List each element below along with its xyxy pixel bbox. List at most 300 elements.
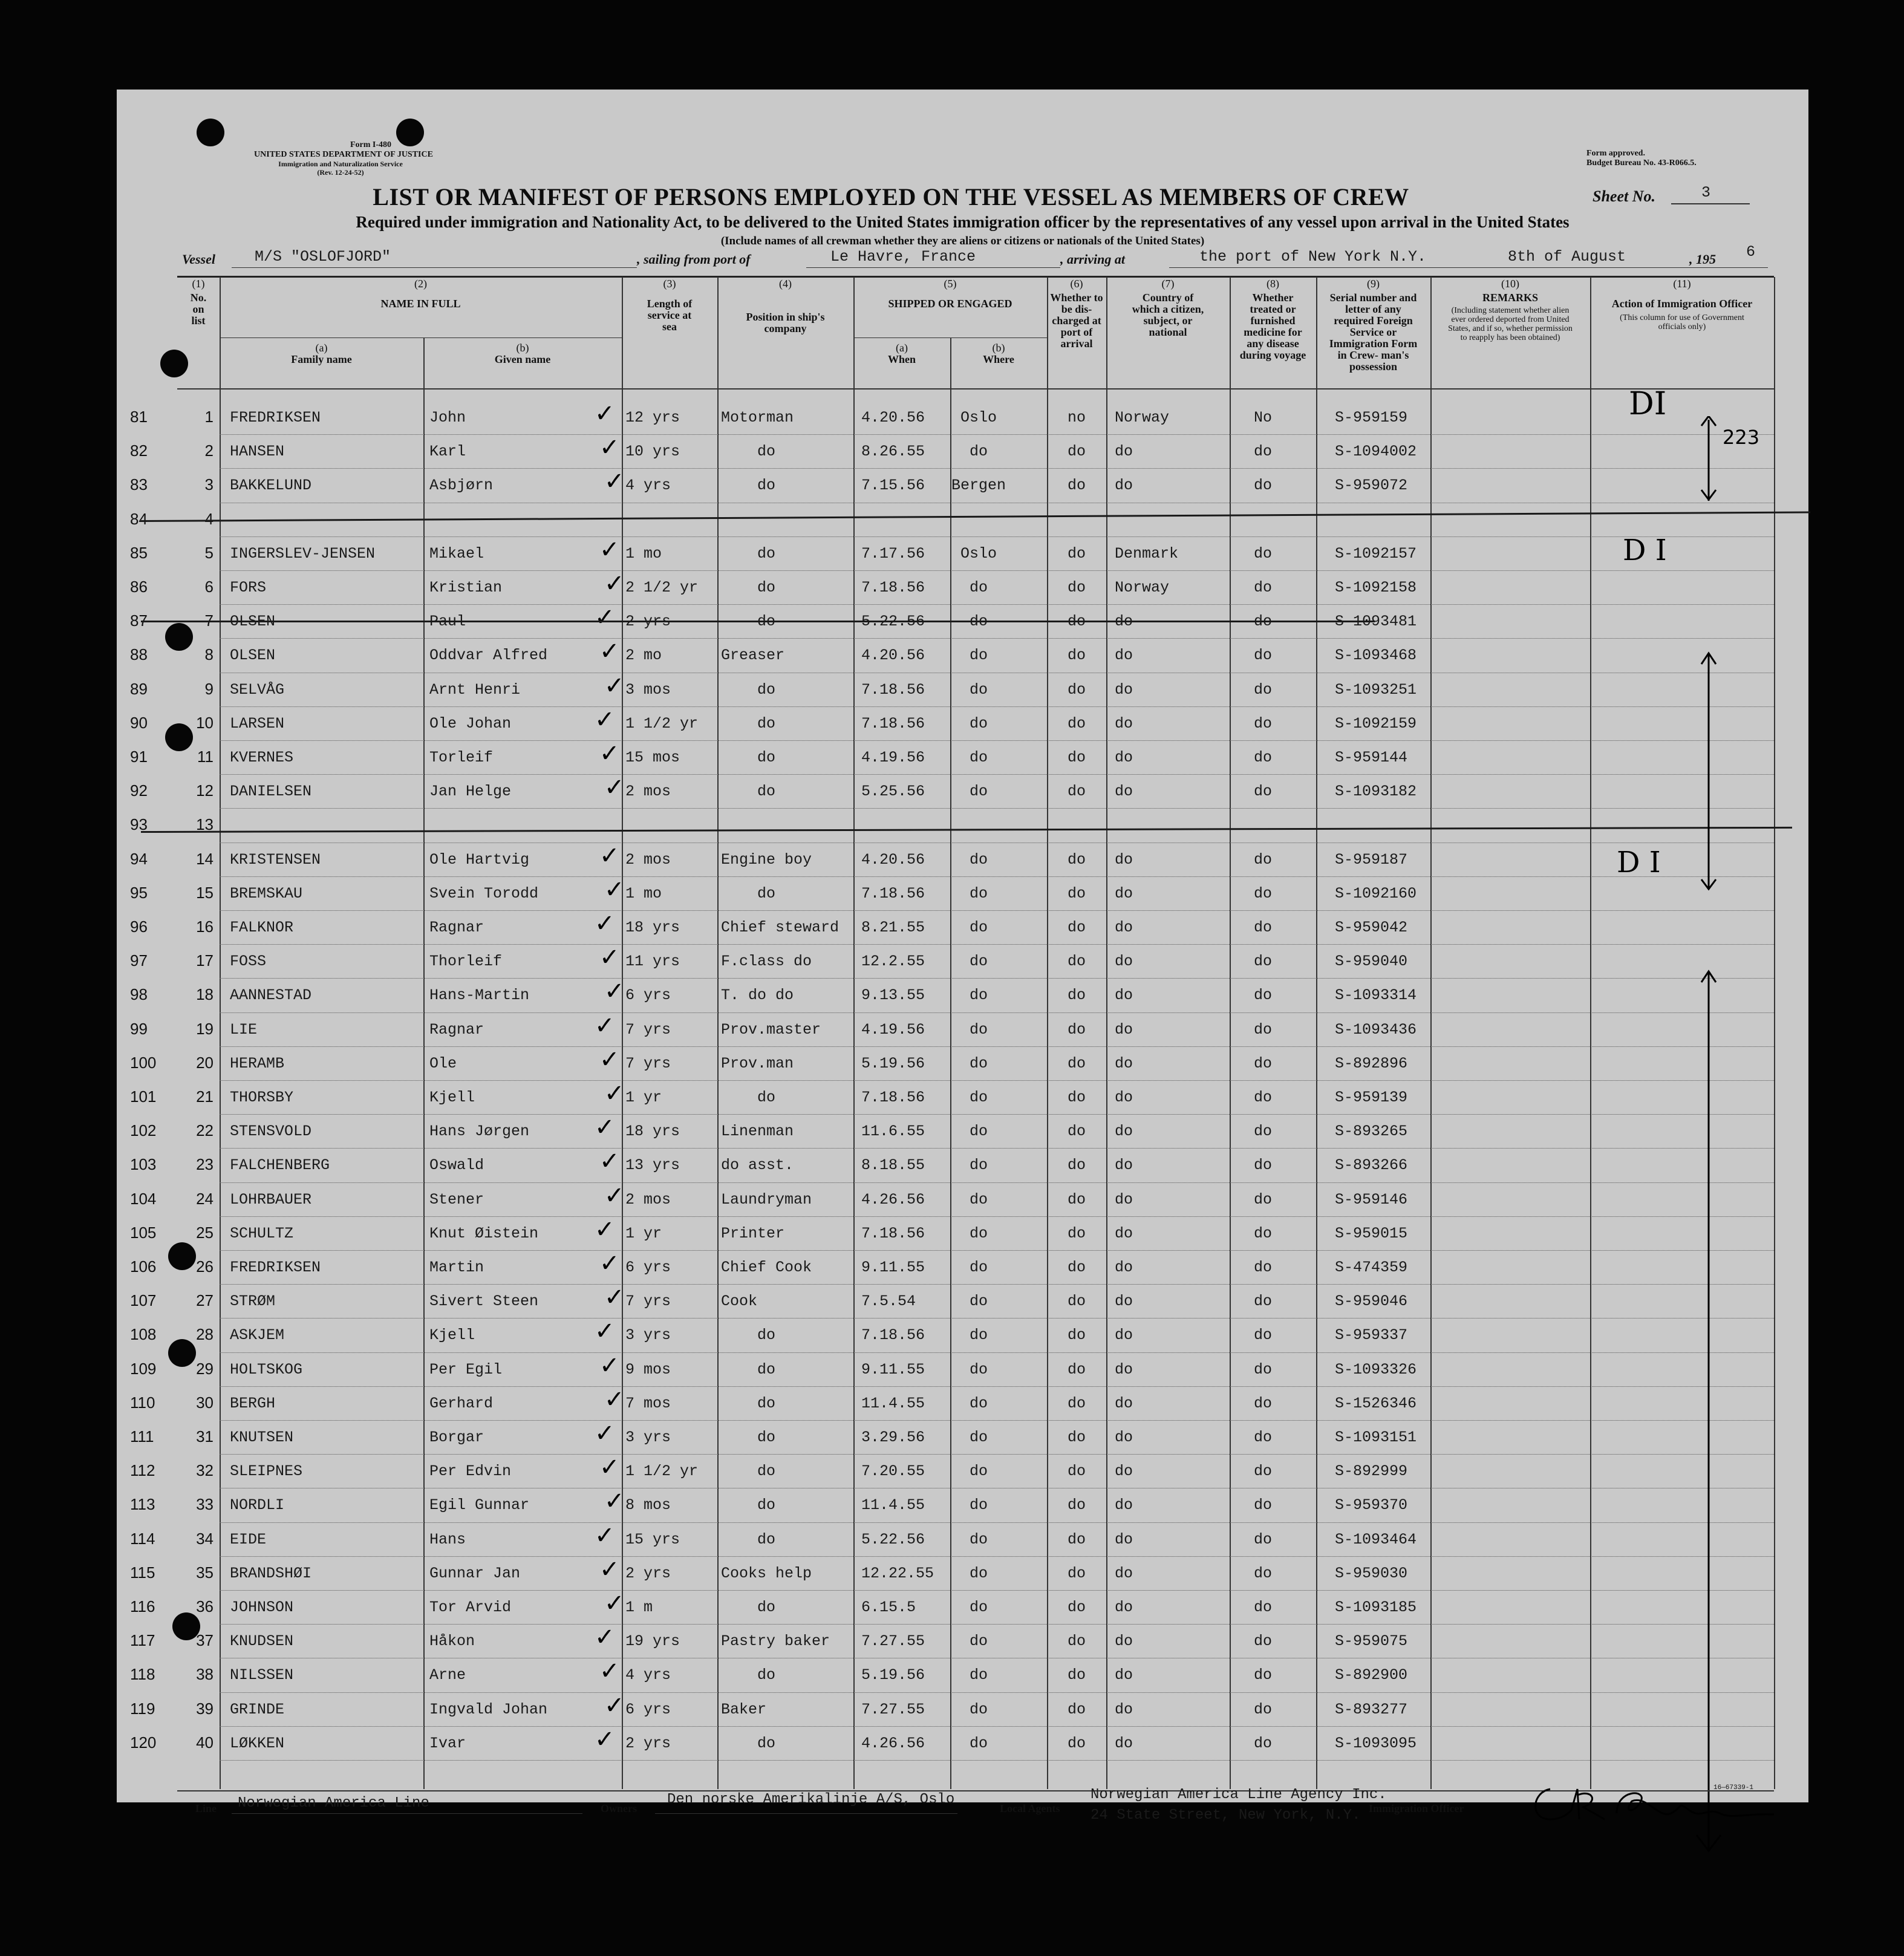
discharged: do [1067,1462,1086,1481]
table-row [117,1181,1808,1218]
discharged: do [1067,1429,1086,1446]
line-number: 92 [130,781,148,800]
line-number: 101 [130,1087,157,1106]
check-mark-icon: ✓ [604,1589,625,1617]
table-row [117,1215,1808,1251]
service-length: 10 yrs [625,443,680,461]
serial-number: S-1093151 [1335,1429,1417,1446]
medicine: do [1253,443,1272,461]
shipped-where: do [969,714,988,732]
position: T. do do [721,986,794,1005]
serial-number: S-1092159 [1335,714,1417,732]
table-row [117,841,1808,878]
serial-number: S-959042 [1335,919,1408,936]
table-row [117,979,1808,1013]
list-number: 20 [196,1053,214,1072]
line-number: 103 [130,1155,157,1174]
col5-header: (5) SHIPPED OR ENGAGED [888,278,1012,310]
line-number: 89 [130,679,148,698]
shipped-when: 4.20.56 [861,647,925,665]
country: do [1115,714,1133,732]
punch-hole [197,119,224,146]
list-number: 26 [196,1257,214,1276]
check-mark-icon: ✓ [595,910,615,937]
medicine: do [1253,1734,1272,1752]
table-row [117,1455,1808,1489]
given-name: Hans [429,1530,466,1548]
country: Norway [1115,579,1170,596]
list-number: 2 [204,442,214,460]
discharged: do [1067,1156,1086,1175]
country: do [1115,850,1133,869]
shipped-subheader-rule [853,337,1047,338]
year-digit: 6 [1746,243,1756,261]
serial-number: S-474359 [1335,1259,1408,1276]
medicine: do [1253,1259,1272,1276]
line-number: 98 [130,985,148,1004]
position: do [757,749,776,766]
service-name: Immigration and Naturalization Service [278,160,403,168]
shipped-where: do [969,1054,988,1072]
discharged: do [1067,953,1086,971]
discharged: do [1067,443,1086,461]
discharged: do [1067,850,1086,869]
family-name: SELVÅG [230,680,285,699]
medicine: do [1253,986,1272,1005]
family-name: SCHULTZ [230,1224,294,1242]
table-row [117,469,1808,503]
table-row [117,1251,1808,1285]
check-mark-icon: ✓ [604,977,625,1006]
col9-header: (9) Serial number and letter of any required Foreign Service or Immigration Form in Crew- man's possession [1329,278,1418,373]
col8-header: (8) Whether treated or furnished medicine for any disease during voyage [1239,278,1306,361]
given-name: Sivert Steen [429,1293,539,1311]
check-mark-icon: ✓ [595,1113,615,1142]
shipped-when: 7.18.56 [861,1224,925,1242]
line-number: 99 [130,1019,148,1038]
serial-number: S-959040 [1335,953,1408,971]
given-name: Tor Arvid [429,1599,512,1616]
line-number: 114 [130,1529,155,1548]
position: Linenman [721,1123,794,1141]
line-number: 116 [130,1597,155,1615]
service-length: 7 yrs [625,1293,671,1311]
table-row [117,1591,1808,1625]
col5b-header: (b) Where [983,342,1014,365]
given-name: Kjell [429,1326,475,1345]
serial-number: S-959159 [1335,409,1408,426]
discharged: do [1067,884,1086,902]
position: Cook [721,1293,758,1311]
include-note: (Include names of all crewman whether they are aliens or citizens or nationals of the United States) [720,235,1205,247]
serial-number: S-892999 [1335,1462,1408,1481]
table-row [117,435,1808,469]
shipped-where: do [969,1632,988,1651]
check-mark-icon: ✓ [604,671,625,700]
serial-number: S-1093185 [1335,1599,1417,1616]
table-row [117,1081,1808,1115]
shipped-when: 7.27.55 [861,1700,925,1718]
check-mark-icon: ✓ [604,1181,625,1210]
line-name: Norwegian America Line [238,1795,429,1811]
list-number: 27 [196,1291,214,1310]
shipped-when: 4.19.56 [861,1020,925,1038]
family-name: FREDRIKSEN [230,1259,321,1276]
shipped-when: 7.15.56 [861,477,925,495]
list-number: 32 [196,1461,214,1480]
service-length: 7 mos [625,1394,671,1412]
country: do [1115,1462,1133,1481]
list-number: 17 [196,951,214,970]
position: do [757,1326,776,1345]
table-row [117,1115,1808,1149]
check-mark-icon: ✓ [599,1453,620,1482]
list-number: 12 [196,781,214,800]
shipped-where: do [969,1599,988,1616]
shipped-where: do [969,1190,988,1208]
shipped-where: do [969,1530,988,1548]
service-length: 9 mos [625,1360,671,1378]
check-mark-icon: ✓ [599,1555,620,1583]
check-mark-icon: ✓ [604,1283,625,1312]
line-number: 106 [130,1257,157,1276]
discharged: do [1067,1734,1086,1752]
check-mark-icon: ✓ [604,774,625,802]
service-length: 1 yr [625,1089,662,1106]
family-name: NORDLI [230,1496,285,1514]
given-name: Ole [429,1054,457,1072]
table-row [117,1625,1808,1659]
table-row [117,639,1808,673]
position: Prov.man [721,1054,794,1072]
discharged: do [1067,1599,1086,1616]
check-mark-icon: ✓ [595,705,615,734]
position: do asst. [721,1156,794,1175]
discharged: do [1067,1530,1086,1548]
shipped-where: do [969,680,988,699]
serial-number: S-1093251 [1335,680,1417,699]
discharged: do [1067,579,1086,596]
header-bottom-rule [177,388,1774,390]
discharged: do [1067,1496,1086,1514]
shipped-when: 8.21.55 [861,919,925,936]
check-mark-icon: ✓ [595,1317,615,1346]
line-number: 119 [130,1699,155,1718]
line-label: Line [195,1802,217,1814]
discharged: do [1067,1326,1086,1345]
country: do [1115,919,1133,936]
service-length: 1 mo [625,884,662,902]
country: do [1115,1156,1133,1175]
country: do [1115,1666,1133,1684]
line-number: 85 [130,543,148,562]
discharged: do [1067,544,1086,562]
service-length: 8 mos [625,1496,671,1514]
line-number: 83 [130,475,148,494]
given-name: Ragnar [429,1020,484,1038]
action-mark-di-1: DI [1629,386,1667,422]
list-number: 6 [204,578,214,596]
check-mark-icon: ✓ [595,1215,615,1244]
position: Baker [721,1700,767,1718]
family-name: LARSEN [230,714,285,732]
country: do [1115,1224,1133,1242]
owners-name: Den norske Amerikalinje A/S, Oslo [667,1791,955,1808]
shipped-where: do [969,749,988,766]
country: do [1115,884,1133,902]
country: do [1115,680,1133,699]
shipped-when: 5.19.56 [861,1666,925,1684]
position: Greaser [721,647,785,665]
family-name: THORSBY [230,1089,294,1106]
serial-number: S-959015 [1335,1224,1408,1242]
line-number: 115 [130,1563,155,1582]
shipped-when: 11.6.55 [861,1123,925,1141]
position: do [757,443,776,461]
medicine: do [1253,884,1272,902]
shipped-where: Oslo [960,544,997,562]
action-mark-di-3: D I [1617,846,1661,879]
serial-number: S-1093314 [1335,986,1417,1005]
position: Laundryman [721,1190,812,1208]
service-length: 2 yrs [625,613,671,631]
family-name: FALKNOR [230,919,294,936]
shipped-where: do [969,1020,988,1038]
country: do [1115,1632,1133,1651]
line-number: 87 [130,611,148,630]
line-number: 110 [130,1393,155,1412]
check-mark-icon: ✓ [595,400,615,428]
shipped-when: 11.4.55 [861,1496,925,1514]
table-row [117,1421,1808,1455]
check-mark-icon: ✓ [595,604,615,632]
list-number: 22 [196,1121,214,1140]
position: do [757,1734,776,1752]
service-length: 6 yrs [625,1259,671,1276]
serial-number: S-1093436 [1335,1020,1417,1038]
list-number: 3 [204,475,214,494]
shipped-where: do [969,579,988,596]
shipped-when: 5.22.56 [861,613,925,631]
country: Norway [1115,409,1170,426]
shipped-where: do [969,647,988,665]
medicine: do [1253,1054,1272,1072]
medicine: do [1253,680,1272,699]
shipped-where: do [969,1496,988,1514]
given-name: Torleif [429,749,494,766]
line-number: 112 [130,1461,155,1480]
discharged: do [1067,1123,1086,1141]
family-name: AANNESTAD [230,986,312,1005]
serial-number: S-959144 [1335,749,1408,766]
given-name: Per Egil [429,1360,503,1378]
shipped-where: do [969,919,988,936]
list-number: 30 [196,1393,214,1412]
table-row [117,1319,1808,1353]
agents-name: Norwegian America Line Agency Inc. [1091,1787,1387,1803]
shipped-when: 5.22.56 [861,1530,925,1548]
position: do [757,544,776,562]
shipped-when: 12.2.55 [861,953,925,971]
given-name: Gerhard [429,1394,494,1412]
list-number: 34 [196,1529,214,1548]
check-mark-icon: ✓ [604,1691,625,1720]
family-name: LØKKEN [230,1734,285,1752]
country: do [1115,443,1133,461]
shipped-when: 4.20.56 [861,409,925,426]
position: do [757,1089,776,1106]
row-rule [220,1760,1774,1761]
line-number: 88 [130,645,148,664]
check-mark-icon: ✓ [599,1351,620,1380]
table-row [117,1489,1808,1523]
list-number: 7 [204,611,214,630]
line-number: 95 [130,883,148,902]
line-number: 81 [130,408,148,426]
serial-number: S-1093326 [1335,1360,1417,1378]
service-length: 18 yrs [625,1123,680,1141]
owners-underline [655,1813,957,1814]
medicine: do [1253,1123,1272,1141]
col2-header: (2) NAME IN FULL [380,278,461,310]
family-name: GRINDE [230,1700,285,1718]
country: do [1115,1259,1133,1276]
serial-number: S-959187 [1335,850,1408,869]
service-length: 1 1/2 yr [625,1462,699,1481]
family-name: LOHRBAUER [230,1190,312,1208]
table-row [117,1659,1808,1693]
family-name: INGERSLEV-JENSEN [230,544,376,562]
position: Pastry baker [721,1632,830,1651]
name-subheader-rule [220,337,622,338]
line-number: 90 [130,713,148,732]
shipped-where: do [969,1462,988,1481]
shipped-where: do [969,443,988,461]
discharged: do [1067,1054,1086,1072]
family-name: FREDRIKSEN [230,409,321,426]
shipped-where: Bergen [951,477,1006,495]
service-length: 2 mos [625,1190,671,1208]
position: do [757,1666,776,1684]
serial-number: S-959370 [1335,1496,1408,1514]
serial-number: S-959046 [1335,1293,1408,1311]
shipped-when: 3.29.56 [861,1429,925,1446]
serial-number: S-893265 [1335,1123,1408,1141]
table-row [117,875,1808,911]
service-length: 2 1/2 yr [625,579,699,596]
discharged: do [1067,986,1086,1005]
family-name: OLSEN [230,613,276,631]
serial-number: S-1093182 [1335,783,1417,801]
shipped-where: do [969,986,988,1005]
line-number: 93 [130,815,148,834]
shipped-when: 11.4.55 [861,1394,925,1412]
table-row [117,1557,1808,1591]
check-mark-icon: ✓ [595,1011,615,1040]
serial-number: S-959139 [1335,1089,1408,1106]
check-mark-icon: ✓ [604,875,625,904]
arrival-date: 8th of August [1508,248,1626,266]
medicine: do [1253,919,1272,936]
table-row [117,535,1808,572]
serial-number: S-893277 [1335,1700,1408,1718]
medicine: do [1253,1326,1272,1345]
family-name: ASKJEM [230,1326,285,1345]
family-name: HOLTSKOG [230,1360,303,1378]
family-name: KNUTSEN [230,1429,294,1446]
shipped-where: do [969,1700,988,1718]
serial-number: S-1094002 [1335,443,1417,461]
medicine: do [1253,953,1272,971]
line-number: 96 [130,918,148,936]
country: do [1115,1020,1133,1038]
line-underline [232,1813,582,1814]
shipped-when: 4.26.56 [861,1734,925,1752]
table-row [117,1521,1808,1557]
position: Chief steward [721,919,840,936]
family-name: SLEIPNES [230,1462,303,1481]
country: do [1115,783,1133,801]
serial-number: S-1093468 [1335,647,1417,665]
position: do [757,714,776,732]
line-number: 109 [130,1359,157,1378]
check-mark-icon: ✓ [604,1080,625,1107]
sheet-label: Sheet No. [1593,187,1655,205]
table-row [117,775,1808,809]
medicine: do [1253,1530,1272,1548]
col7-header: (7) Country of which a citizen, subject, or national [1132,278,1204,338]
position: do [757,579,776,596]
family-name: JOHNSON [230,1599,294,1616]
shipped-when: 4.20.56 [861,850,925,869]
line-number: 100 [130,1053,157,1072]
shipped-when: 7.5.54 [861,1293,916,1311]
check-mark-icon: ✓ [595,1521,615,1550]
service-length: 15 yrs [625,1530,680,1548]
family-name: BRANDSHØI [230,1564,312,1582]
given-name: Arnt Henri [429,680,521,699]
list-number: 10 [196,713,214,732]
country: Denmark [1115,544,1179,562]
given-name: Knut Øistein [429,1224,539,1242]
list-number: 39 [196,1699,214,1718]
service-length: 3 yrs [625,1429,671,1446]
country: do [1115,1530,1133,1548]
country: do [1115,1700,1133,1718]
given-name: Mikael [429,544,484,562]
list-number: 28 [196,1325,214,1344]
service-length: 11 yrs [625,953,680,971]
shipped-where: do [969,953,988,971]
position: Motorman [721,409,794,426]
list-number: 1 [204,408,214,426]
serial-number: S-1526346 [1335,1394,1417,1412]
shipped-when: 9.11.55 [861,1259,925,1276]
list-number: 9 [204,679,214,698]
position: do [757,1394,776,1412]
agents-address: 24 State Street, New York, N.Y. [1091,1807,1361,1824]
col2a-header: (a) Family name [291,342,352,365]
vessel-label: Vessel [182,252,215,267]
discharged: do [1067,783,1086,801]
medicine: do [1253,1156,1272,1175]
check-mark-icon: ✓ [599,434,620,462]
serial-number: S-892900 [1335,1666,1408,1684]
shipped-when: 8.18.55 [861,1156,925,1175]
check-mark-icon: ✓ [599,841,620,870]
col11-header: (11) Action of Immigration Officer (This column for use of Government officials only) [1611,278,1753,331]
shipped-when: 7.18.56 [861,884,925,902]
